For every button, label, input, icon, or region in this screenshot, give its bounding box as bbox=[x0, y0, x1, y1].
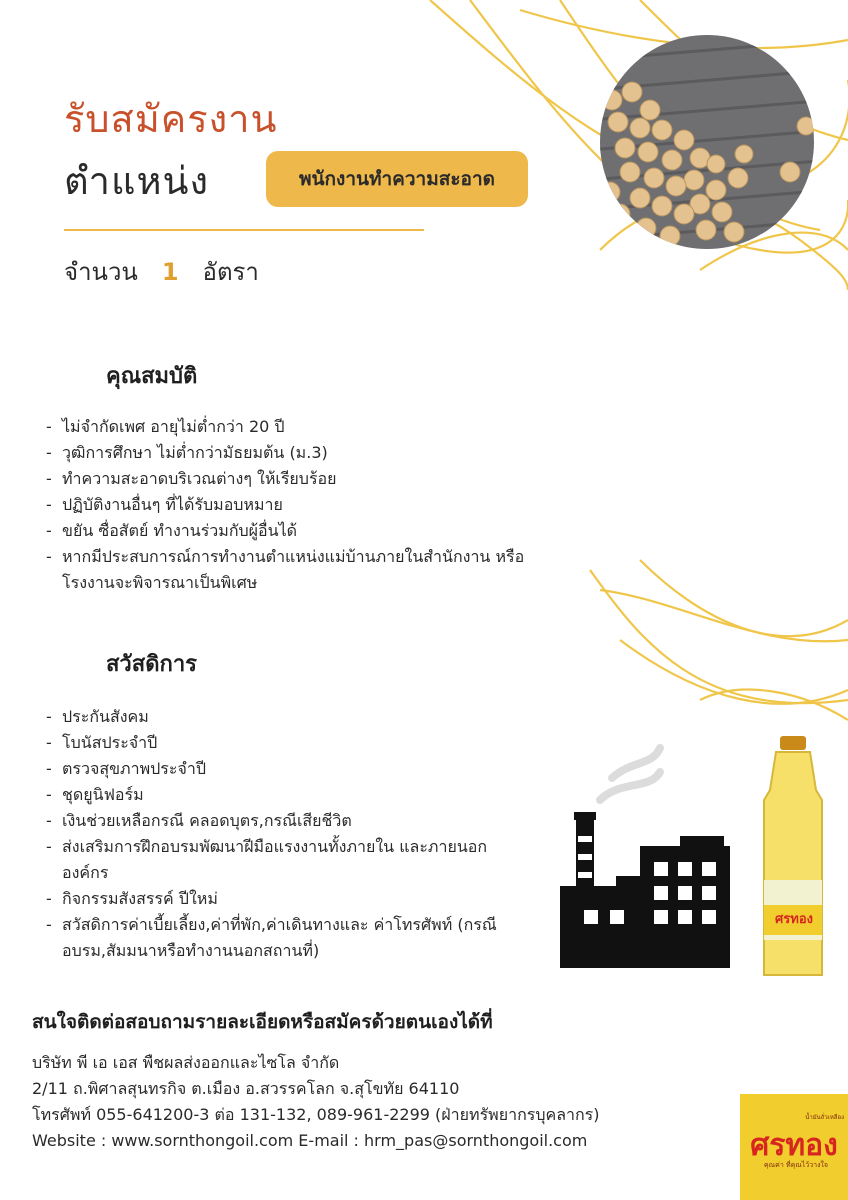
logo-tagline: น้ำมันถั่วเหลือง bbox=[805, 1114, 844, 1121]
list-item: - ไม่จำกัดเพศ อายุไม่ต่ำกว่า 20 ปี bbox=[46, 414, 546, 440]
smoke-icon bbox=[600, 748, 660, 800]
company-web[interactable]: Website : www.sornthongoil.com E-mail : hrm_pas@sornthongoil.com bbox=[32, 1131, 588, 1150]
qualifications-list bbox=[46, 414, 546, 596]
list-item: - วุฒิการศึกษา ไม่ต่ำกว่ามัธยมต้น (ม.3) bbox=[46, 440, 546, 466]
logo-text: ศรทอง bbox=[750, 1128, 838, 1163]
benefits-heading: สวัสดิการ bbox=[106, 652, 197, 677]
logo-slogan: คุณค่า ที่คุณไว้วางใจ bbox=[763, 1161, 829, 1169]
list-item: - กิจกรรมสังสรรค์ ปีใหม่ bbox=[46, 886, 506, 912]
bottle-label: ศรทอง bbox=[775, 912, 813, 927]
company-address: 2/11 ถ.พิศาลสุนทรกิจ ต.เมือง อ.สวรรคโลก จ.สุโขทัย 64110 bbox=[32, 1079, 460, 1098]
qualifications-heading: คุณสมบัติ bbox=[106, 364, 198, 389]
benefits-list bbox=[46, 704, 506, 964]
count-label: จำนวน bbox=[64, 258, 138, 286]
list-item: - เงินช่วยเหลือกรณี คลอดบุตร,กรณีเสียชีวิต bbox=[46, 808, 506, 834]
position-label: ตำแหน่ง bbox=[64, 159, 210, 203]
position-value: พนักงานทำความสะอาด bbox=[299, 168, 495, 190]
page-title: รับสมัครงาน bbox=[64, 97, 278, 141]
count-unit: อัตรา bbox=[202, 258, 259, 286]
contact-info bbox=[32, 1050, 600, 1154]
headcount bbox=[64, 252, 259, 291]
yellow-scribble-middle bbox=[590, 560, 848, 720]
list-item: - สวัสดิการค่าเบี้ยเลี้ยง,ค่าที่พัก,ค่าเดินทางและ ค่าโทรศัพท์ (กรณีอบรม,สัมมนาหรือทำงานนอกสถานที่) bbox=[46, 912, 506, 964]
oil-bottle-image bbox=[764, 736, 822, 975]
list-item: - ส่งเสริมการฝึกอบรมพัฒนาฝีมือแรงงานทั้งภายใน และภายนอกองค์กร bbox=[46, 834, 506, 886]
list-item: - ประกันสังคม bbox=[46, 704, 506, 730]
list-item: - ทำความสะอาดบริเวณต่างๆ ให้เรียบร้อย bbox=[46, 466, 546, 492]
soybean-photo bbox=[590, 30, 830, 260]
position-badge bbox=[266, 151, 528, 207]
list-item: - ตรวจสุขภาพประจำปี bbox=[46, 756, 506, 782]
divider bbox=[64, 229, 424, 231]
company-phone: โทรศัพท์ 055-641200-3 ต่อ 131-132, 089-961-2299 (ฝ่ายทรัพยากรบุคลากร) bbox=[32, 1105, 600, 1124]
count-value: 1 bbox=[161, 258, 179, 286]
list-item: - หากมีประสบการณ์การทำงานตำแหน่งแม่บ้านภายในสำนักงาน หรือโรงงานจะพิจารณาเป็นพิเศษ bbox=[46, 544, 546, 596]
contact-heading: สนใจติดต่อสอบถามรายละเอียดหรือสมัครด้วยตนเองได้ที่ bbox=[32, 1011, 493, 1033]
list-item: - ขยัน ซื่อสัตย์ ทำงานร่วมกับผู้อื่นได้ bbox=[46, 518, 546, 544]
list-item: - ชุดยูนิฟอร์ม bbox=[46, 782, 506, 808]
company-name: บริษัท พี เอ เอส พืชผลส่งออกและไซโล จำกัด bbox=[32, 1053, 340, 1072]
list-item: - ปฏิบัติงานอื่นๆ ที่ได้รับมอบหมาย bbox=[46, 492, 546, 518]
list-item: - โบนัสประจำปี bbox=[46, 730, 506, 756]
